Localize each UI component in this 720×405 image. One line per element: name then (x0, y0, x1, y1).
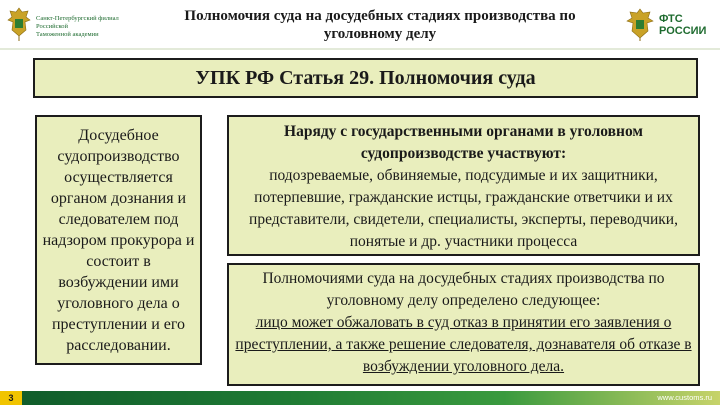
eagle-emblem-icon (6, 6, 32, 42)
org-name-line: Российской (36, 23, 69, 30)
court-powers-intro: Полномочиями суда на досудебных стадиях производства по уголовному делу определено следующее: (262, 270, 665, 309)
pretrial-description-box (35, 115, 202, 365)
court-powers-appeal-text: лицо может обжаловать в суд отказ в принятии его заявления о преступлении, а также решение следователя, дознавателя об отказе в возбуждении уголовного дела. (235, 314, 692, 375)
footer-url[interactable]: www.customs.ru (657, 393, 712, 402)
header-divider (0, 48, 720, 50)
fts-brand (659, 13, 706, 37)
footer-bar (0, 391, 720, 405)
eagle-emblem-icon (625, 8, 655, 42)
court-powers-box (227, 263, 700, 386)
header-bar (0, 0, 720, 50)
org-name-line: Таможенной академии (36, 31, 99, 38)
fts-brand-line: РОССИИ (659, 25, 707, 37)
participants-heading: Наряду с государственными органами в уголовном судопроизводстве участвуют: (284, 123, 643, 162)
section-heading: УПК РФ Статья 29. Полномочия суда (195, 66, 536, 89)
participants-box (227, 115, 700, 256)
slide-title: Полномочия суда на досудебных стадиях производства по уголовному делу (184, 8, 576, 42)
org-name-line: Санкт-Петербургский филиал (36, 15, 119, 22)
organization-name (36, 15, 119, 39)
participants-list-text: подозреваемые, обвиняемые, подсудимые и их защитники, потерпевшие, гражданские истцы, гражданские ответчики и их представители, свидетели, специалисты, эксперты, переводчики, понятые и др. участники процесса (249, 167, 678, 250)
pretrial-description-text: Досудебное судопроизводство осуществляется органом дознания и следователем под надзором прокурора и состоит в возбуждении ими уголовного дела о преступлении и его расследовании. (42, 126, 195, 354)
page-number: 3 (0, 391, 22, 405)
fts-brand-line: ФТС (659, 13, 683, 25)
section-heading-box (33, 58, 698, 98)
